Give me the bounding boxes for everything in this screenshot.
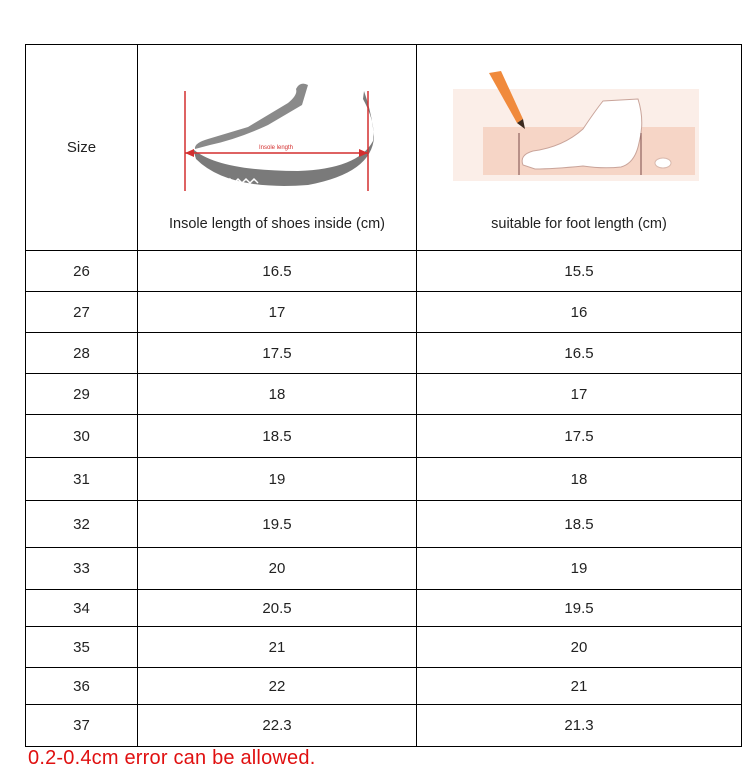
foot-cell: 17 [417,374,742,415]
header-foot [417,45,742,251]
insole-cell: 19.5 [138,501,417,548]
foot-cell: 15.5 [417,251,742,292]
header-foot-caption: suitable for foot length (cm) [491,216,667,232]
size-cell: 31 [26,458,138,501]
insole-cell: 22.3 [138,705,417,747]
table-row [26,627,742,668]
insole-cell: 18.5 [138,415,417,458]
foot-cell: 21.3 [417,705,742,747]
size-cell: 34 [26,590,138,627]
size-cell: 28 [26,333,138,374]
header-size-label: Size [66,139,97,156]
insole-cell: 19 [138,458,417,501]
foot-measure-illustration [453,71,699,181]
insole-length-label: Insole length [258,145,294,151]
insole-cell: 16.5 [138,251,417,292]
foot-cell: 19 [417,548,742,590]
size-cell: 29 [26,374,138,415]
size-chart-table [25,44,742,747]
size-chart-body [26,45,742,747]
size-cell: 37 [26,705,138,747]
foot-cell: 18 [417,458,742,501]
table-row [26,251,742,292]
table-row [26,415,742,458]
foot-cell: 20 [417,627,742,668]
size-cell: 35 [26,627,138,668]
insole-cell: 20.5 [138,590,417,627]
table-row [26,590,742,627]
foot-cell: 19.5 [417,590,742,627]
foot-cell: 16.5 [417,333,742,374]
header-insole-caption: Insole length of shoes inside (cm) [169,216,385,232]
table-row [26,458,742,501]
insole-cell: 17 [138,292,417,333]
header-size [26,45,138,251]
table-row [26,292,742,333]
size-cell: 36 [26,668,138,705]
size-cell: 33 [26,548,138,590]
table-row [26,548,742,590]
insole-cell: 18 [138,374,417,415]
shoe-insole-illustration [158,51,398,196]
size-cell: 26 [26,251,138,292]
table-row [26,501,742,548]
insole-cell: 22 [138,668,417,705]
table-row [26,668,742,705]
foot-cell: 18.5 [417,501,742,548]
foot-cell: 21 [417,668,742,705]
size-cell: 32 [26,501,138,548]
insole-cell: 20 [138,548,417,590]
foot-cell: 16 [417,292,742,333]
insole-cell: 17.5 [138,333,417,374]
table-row [26,374,742,415]
size-cell: 30 [26,415,138,458]
table-row [26,705,742,747]
size-cell: 27 [26,292,138,333]
foot-cell: 17.5 [417,415,742,458]
header-row [26,45,742,251]
error-tolerance-note: 0.2-0.4cm error can be allowed. [28,747,316,769]
header-insole [138,45,417,251]
table-row [26,333,742,374]
insole-cell: 21 [138,627,417,668]
